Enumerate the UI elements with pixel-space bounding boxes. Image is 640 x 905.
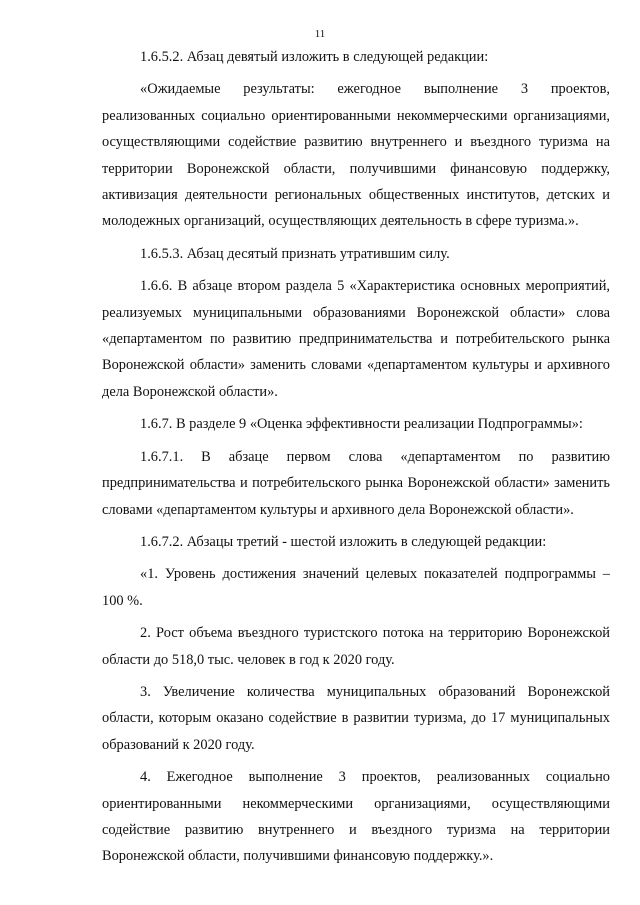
paragraph-1-6-6: 1.6.6. В абзаце втором раздела 5 «Характеристика основных мероприятий, реализуемых муниципальными образованиями Воронежской области» слова «департаментом по развитию предпринимательства и потребительского рынка Воронежской области» заменить словами «департаментом культуры и архивного дела Воронежской области». (102, 278, 610, 400)
paragraph-item-1: «1. Уровень достижения значений целевых показателей подпрограммы – 100 %. (102, 566, 610, 609)
paragraph-1-6-5-3: 1.6.5.3. Абзац десятый признать утратившим силу. (140, 245, 450, 262)
paragraph-item-4: 4. Ежегодное выполнение 3 проектов, реализованных социально ориентированными некоммерческими организациями, осуществляющими содействие развитию внутреннего и въездного туризма на территории Воронежской области, получившими финансовую поддержку.». (102, 769, 610, 865)
paragraph-item-2: 2. Рост объема въездного туристского потока на территорию Воронежской области до 518,0 тыс. человек в год к 2020 году. (102, 625, 610, 668)
paragraph-1-6-7-2: 1.6.7.2. Абзацы третий - шестой изложить в следующей редакции: (140, 533, 547, 550)
paragraph-1-6-7-1: 1.6.7.1. В абзаце первом слова «департаментом по развитию предпринимательства и потребительского рынка Воронежской области» заменить словами «департаментом культуры и архивного дела Воронежской области». (102, 448, 610, 518)
document-body (102, 44, 610, 876)
paragraph-item-3: 3. Увеличение количества муниципальных образований Воронежской области, которым оказано содействие в развитии туризма, до 17 муниципальных образований к 2020 году. (102, 683, 610, 753)
paragraph-1-6-7: 1.6.7. В разделе 9 «Оценка эффективности реализации Подпрограммы»: (140, 416, 583, 433)
paragraph-expected-results: «Ожидаемые результаты: ежегодное выполнение 3 проектов, реализованных социально ориентированными некоммерческими организациями, осуществляющими содействие развитию внутреннего и въездного туризма на территории Воронежской области, получившими финансовую поддержку, активизация деятельности региональных общественных институтов, детских и молодежных организаций, осуществляющих деятельность в сфере туризма.». (102, 81, 610, 230)
page-number: 11 (314, 28, 326, 40)
paragraph-1-6-5-2: 1.6.5.2. Абзац девятый изложить в следующей редакции: (140, 49, 489, 65)
